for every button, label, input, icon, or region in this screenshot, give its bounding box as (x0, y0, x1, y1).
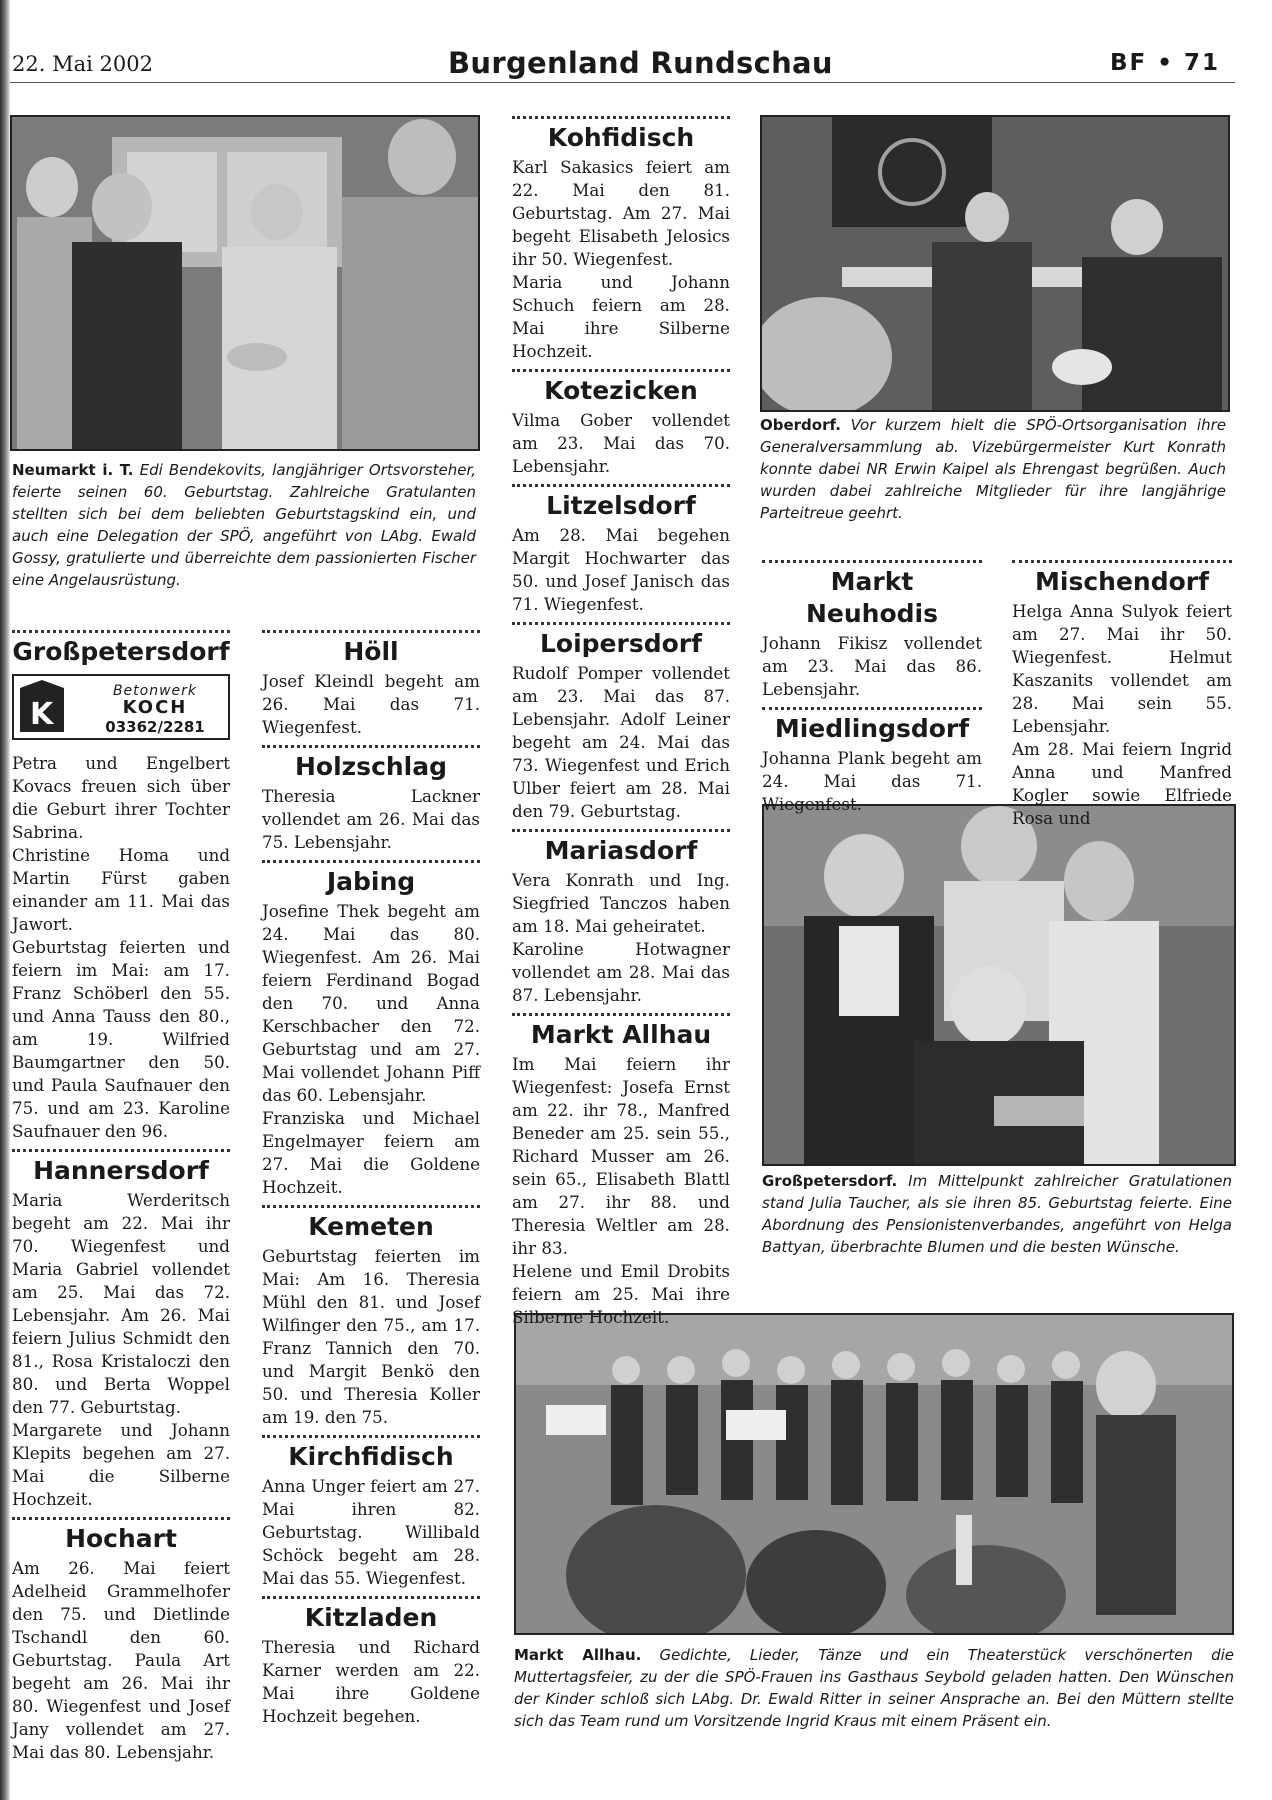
section-heading: Hochart (65, 1524, 177, 1553)
caption-lead: Großpetersdorf. (762, 1172, 898, 1190)
section-hoell (262, 630, 480, 739)
section-heading: Höll (343, 637, 399, 666)
svg-text:K: K (30, 697, 54, 732)
photo-markt-allhau (514, 1313, 1234, 1635)
caption-text: Vor kurzem hielt die SPÖ-Ortsorganisation ihre Generalversammlung ab. Vizebürgermeister Kurt Konrath konnte dabei NR Erwin Kaipel als Ehrengast begrüßen. Auch wurden dabei zahlreiche Mitglieder für ihre langjährige Parteitreue geehrt. (760, 416, 1226, 522)
paragraph: Karoline Hotwagner vollendet am 28. Mai das 87. Lebensjahr. (512, 939, 730, 1005)
caption-markt-allhau (514, 1644, 1234, 1732)
photo-neumarkt (10, 115, 480, 451)
paragraph: Karl Sakasics feiert am 22. Mai den 81. Geburtstag. Am 27. Mai begeht Elisabeth Jelosics ihr 50. Wiegenfest. (512, 157, 730, 269)
section-grosspetersdorf (12, 630, 230, 1143)
section-kohfidisch (512, 116, 730, 363)
section-mariasdorf (512, 829, 730, 1007)
header-rule (10, 82, 1235, 83)
section-markt-allhau (512, 1013, 730, 1329)
section-heading: Kirchfidisch (288, 1442, 454, 1471)
section-heading: Markt Neuhodis (806, 567, 938, 628)
paragraph: Rudolf Pomper vollendet am 23. Mai das 87. Lebensjahr. Adolf Leiner begeht am 24. Mai das 73. Wiegenfest und Erich Ulber feiert am 28. Mai den 79. Geburtstag. (512, 663, 730, 821)
section-heading: Loipersdorf (539, 629, 702, 658)
paragraph: Am 26. Mai feiert Adelheid Grammelhofer den 75. und Dietlinde Tschandl den 60. Geburtstag. Paula Art begeht am 26. Mai ihr 80. Wiegenfest und Josef Jany vollendet am 27. Mai das 80. Lebensjahr. (12, 1558, 230, 1762)
column-1 (12, 630, 230, 1764)
paragraph: Am 28. Mai feiern Ingrid Anna und Manfred Kogler sowie Elfriede Rosa und (1012, 739, 1232, 828)
section-markt-neuhodis (762, 560, 982, 701)
paragraph: Geburtstag feierten im Mai: Am 16. Theresia Mühl den 81. und Josef Wilfinger den 75., am 17. Franz Tannich den 70. und Margit Benkö den 50. und Theresia Koller am 19. den 75. (262, 1246, 480, 1427)
issue-date: 22. Mai 2002 (12, 52, 153, 76)
paragraph: Vera Konrath und Ing. Siegfried Tanczos haben am 18. Mai geheiratet. (512, 870, 730, 936)
section-heading: Jabing (326, 867, 416, 896)
paragraph: Geburtstag feierten und feiern im Mai: am 17. Franz Schöberl den 55. und Anna Tauss den 80., am 19. Wilfried Baumgartner den 50. und Paula Saufnauer den 75. und am 23. Karoline Saufnauer den 96. (12, 937, 230, 1141)
column-5 (1012, 560, 1232, 830)
paragraph: Josef Kleindl begeht am 26. Mai das 71. Wiegenfest. (262, 671, 480, 737)
ad-betonwerk-koch (12, 674, 230, 740)
section-kemeten (262, 1205, 480, 1429)
paragraph: Helga Anna Sulyok feiert am 27. Mai ihr 50. Wiegenfest. Helmut Kaszanits vollendet am 28. Mai sein 55. Lebensjahr. (1012, 601, 1232, 736)
section-heading: Kohfidisch (547, 123, 695, 152)
section-heading: Kitzladen (304, 1603, 438, 1632)
paragraph: Petra und Engelbert Kovacs freuen sich über die Geburt ihrer Tochter Sabrina. (12, 753, 230, 842)
paragraph: Maria Werderitsch begeht am 22. Mai ihr 70. Wiegenfest und Maria Gabriel vollendet am 25. Mai das 72. Lebensjahr. Am 26. Mai feiern Julius Schmidt den 81., Rosa Kristaloczi den 80. und Berta Woppel den 77. Geburtstag. (12, 1190, 230, 1417)
section-miedlingsdorf (762, 707, 982, 816)
section-heading: Großpetersdorf (12, 637, 230, 666)
caption-oberdorf (760, 414, 1226, 524)
section-hannersdorf (12, 1149, 230, 1511)
caption-text: Gedichte, Lieder, Tänze und ein Theaterstück verschönerten die Muttertagsfeier, zu der die SPÖ-Frauen ins Gasthaus Seybold geladen hatten. Den Wünschen der Kinder schloß sich LAbg. Dr. Ewald Ritter in seiner Ansprache an. Bei den Müttern stellte sich das Team rund um Vorsitzende Ingrid Kraus mit einem Präsent ein. (514, 1646, 1234, 1730)
paragraph: Im Mai feiern ihr Wiegenfest: Josefa Ernst am 22. ihr 78., Manfred Beneder am 25. sein 55., Richard Musser am 26. sein 65., Elisabeth Blattl am 27. ihr 88. und Theresia Weltler am 28. ihr 83. (512, 1054, 730, 1258)
paragraph: Theresia Lackner vollendet am 26. Mai das 75. Lebensjahr. (262, 786, 480, 852)
newspaper-title: Burgenland Rundschau (448, 46, 833, 80)
section-kitzladen (262, 1596, 480, 1728)
ad-name: Betonwerk (112, 683, 198, 699)
column-3 (512, 116, 730, 1329)
page-number: BF • 71 (1110, 50, 1220, 76)
section-heading: Mariasdorf (544, 836, 698, 865)
paragraph: Johann Fikisz vollendet am 23. Mai das 86. Lebensjahr. (762, 633, 982, 699)
paragraph: Am 28. Mai begehen Margit Hochwarter das 50. und Josef Janisch das 71. Wiegenfest. (512, 525, 730, 614)
caption-grosspetersdorf (762, 1170, 1232, 1258)
section-heading: Holzschlag (294, 752, 448, 781)
column-4 (762, 560, 982, 816)
section-heading: Miedlingsdorf (774, 714, 970, 743)
section-heading: Kotezicken (544, 376, 698, 405)
section-hochart (12, 1517, 230, 1764)
caption-lead: Neumarkt i. T. (12, 461, 134, 479)
column-2 (262, 630, 480, 1728)
photo-oberdorf (760, 115, 1230, 412)
section-heading: Hannersdorf (33, 1156, 209, 1185)
paragraph: Helene und Emil Drobits feiern am 25. Mai ihre Silberne Hochzeit. (512, 1261, 730, 1327)
betonwerk-logo-icon (20, 680, 70, 732)
paragraph: Vilma Gober vollendet am 23. Mai das 70. Lebensjahr. (512, 410, 730, 476)
caption-neumarkt (12, 459, 476, 591)
paragraph: Christine Homa und Martin Fürst gaben einander am 11. Mai das Jawort. (12, 845, 230, 934)
scan-edge (0, 0, 10, 1800)
paragraph: Margarete und Johann Klepits begehen am 27. Mai die Silberne Hochzeit. (12, 1420, 230, 1509)
section-jabing (262, 860, 480, 1199)
section-holzschlag (262, 745, 480, 854)
caption-text: Edi Bendekovits, langjähriger Ortsvorsteher, feierte seinen 60. Geburtstag. Zahlreiche Gratulanten stellten sich bei dem beliebten Geburtstagskind ein, und auch eine Delegation der SPÖ, angeführt von LAbg. Ewald Gossy, gratulierte und überreichte dem passionierten Fischer eine Angelausrüstung. (12, 461, 476, 589)
section-mischendorf (1012, 560, 1232, 830)
paragraph: Theresia und Richard Karner werden am 22. Mai ihre Goldene Hochzeit begehen. (262, 1637, 480, 1726)
paragraph: Anna Unger feiert am 27. Mai ihren 82. Geburtstag. Willibald Schöck begeht am 28. Mai das 55. Wiegenfest. (262, 1476, 480, 1588)
section-kotezicken (512, 369, 730, 478)
caption-lead: Markt Allhau. (514, 1646, 642, 1664)
caption-lead: Oberdorf. (760, 416, 841, 434)
ad-firm: KOCH (122, 697, 188, 718)
paragraph: Josefine Thek begeht am 24. Mai das 80. Wiegenfest. Am 26. Mai feiern Ferdinand Bogad den 70. und Anna Kerschbacher den 72. Geburtstag und am 27. Mai vollendet Johann Piff das 60. Lebensjahr. (262, 901, 480, 1105)
section-litzelsdorf (512, 484, 730, 616)
paragraph: Maria und Johann Schuch feiern am 28. Mai ihre Silberne Hochzeit. (512, 272, 730, 361)
section-kirchfidisch (262, 1435, 480, 1590)
section-heading: Markt Allhau (530, 1020, 712, 1049)
ad-phone: 03362/2281 (105, 718, 205, 736)
paragraph: Johanna Plank begeht am 24. Mai das 71. Wiegenfest. (762, 748, 982, 814)
section-loipersdorf (512, 622, 730, 823)
paragraph: Franziska und Michael Engelmayer feiern am 27. Mai die Goldene Hochzeit. (262, 1108, 480, 1197)
section-heading: Litzelsdorf (546, 491, 696, 520)
photo-grosspetersdorf (762, 804, 1236, 1166)
caption-text: Im Mittelpunkt zahlreicher Gratulationen stand Julia Taucher, als sie ihren 85. Geburtstag feierte. Eine Abordnung des Pensionistenverbandes, angeführt von Helga Battyan, überbrachte Blumen und die besten Wünsche. (762, 1172, 1232, 1256)
section-heading: Mischendorf (1035, 567, 1209, 596)
section-heading: Kemeten (308, 1212, 434, 1241)
